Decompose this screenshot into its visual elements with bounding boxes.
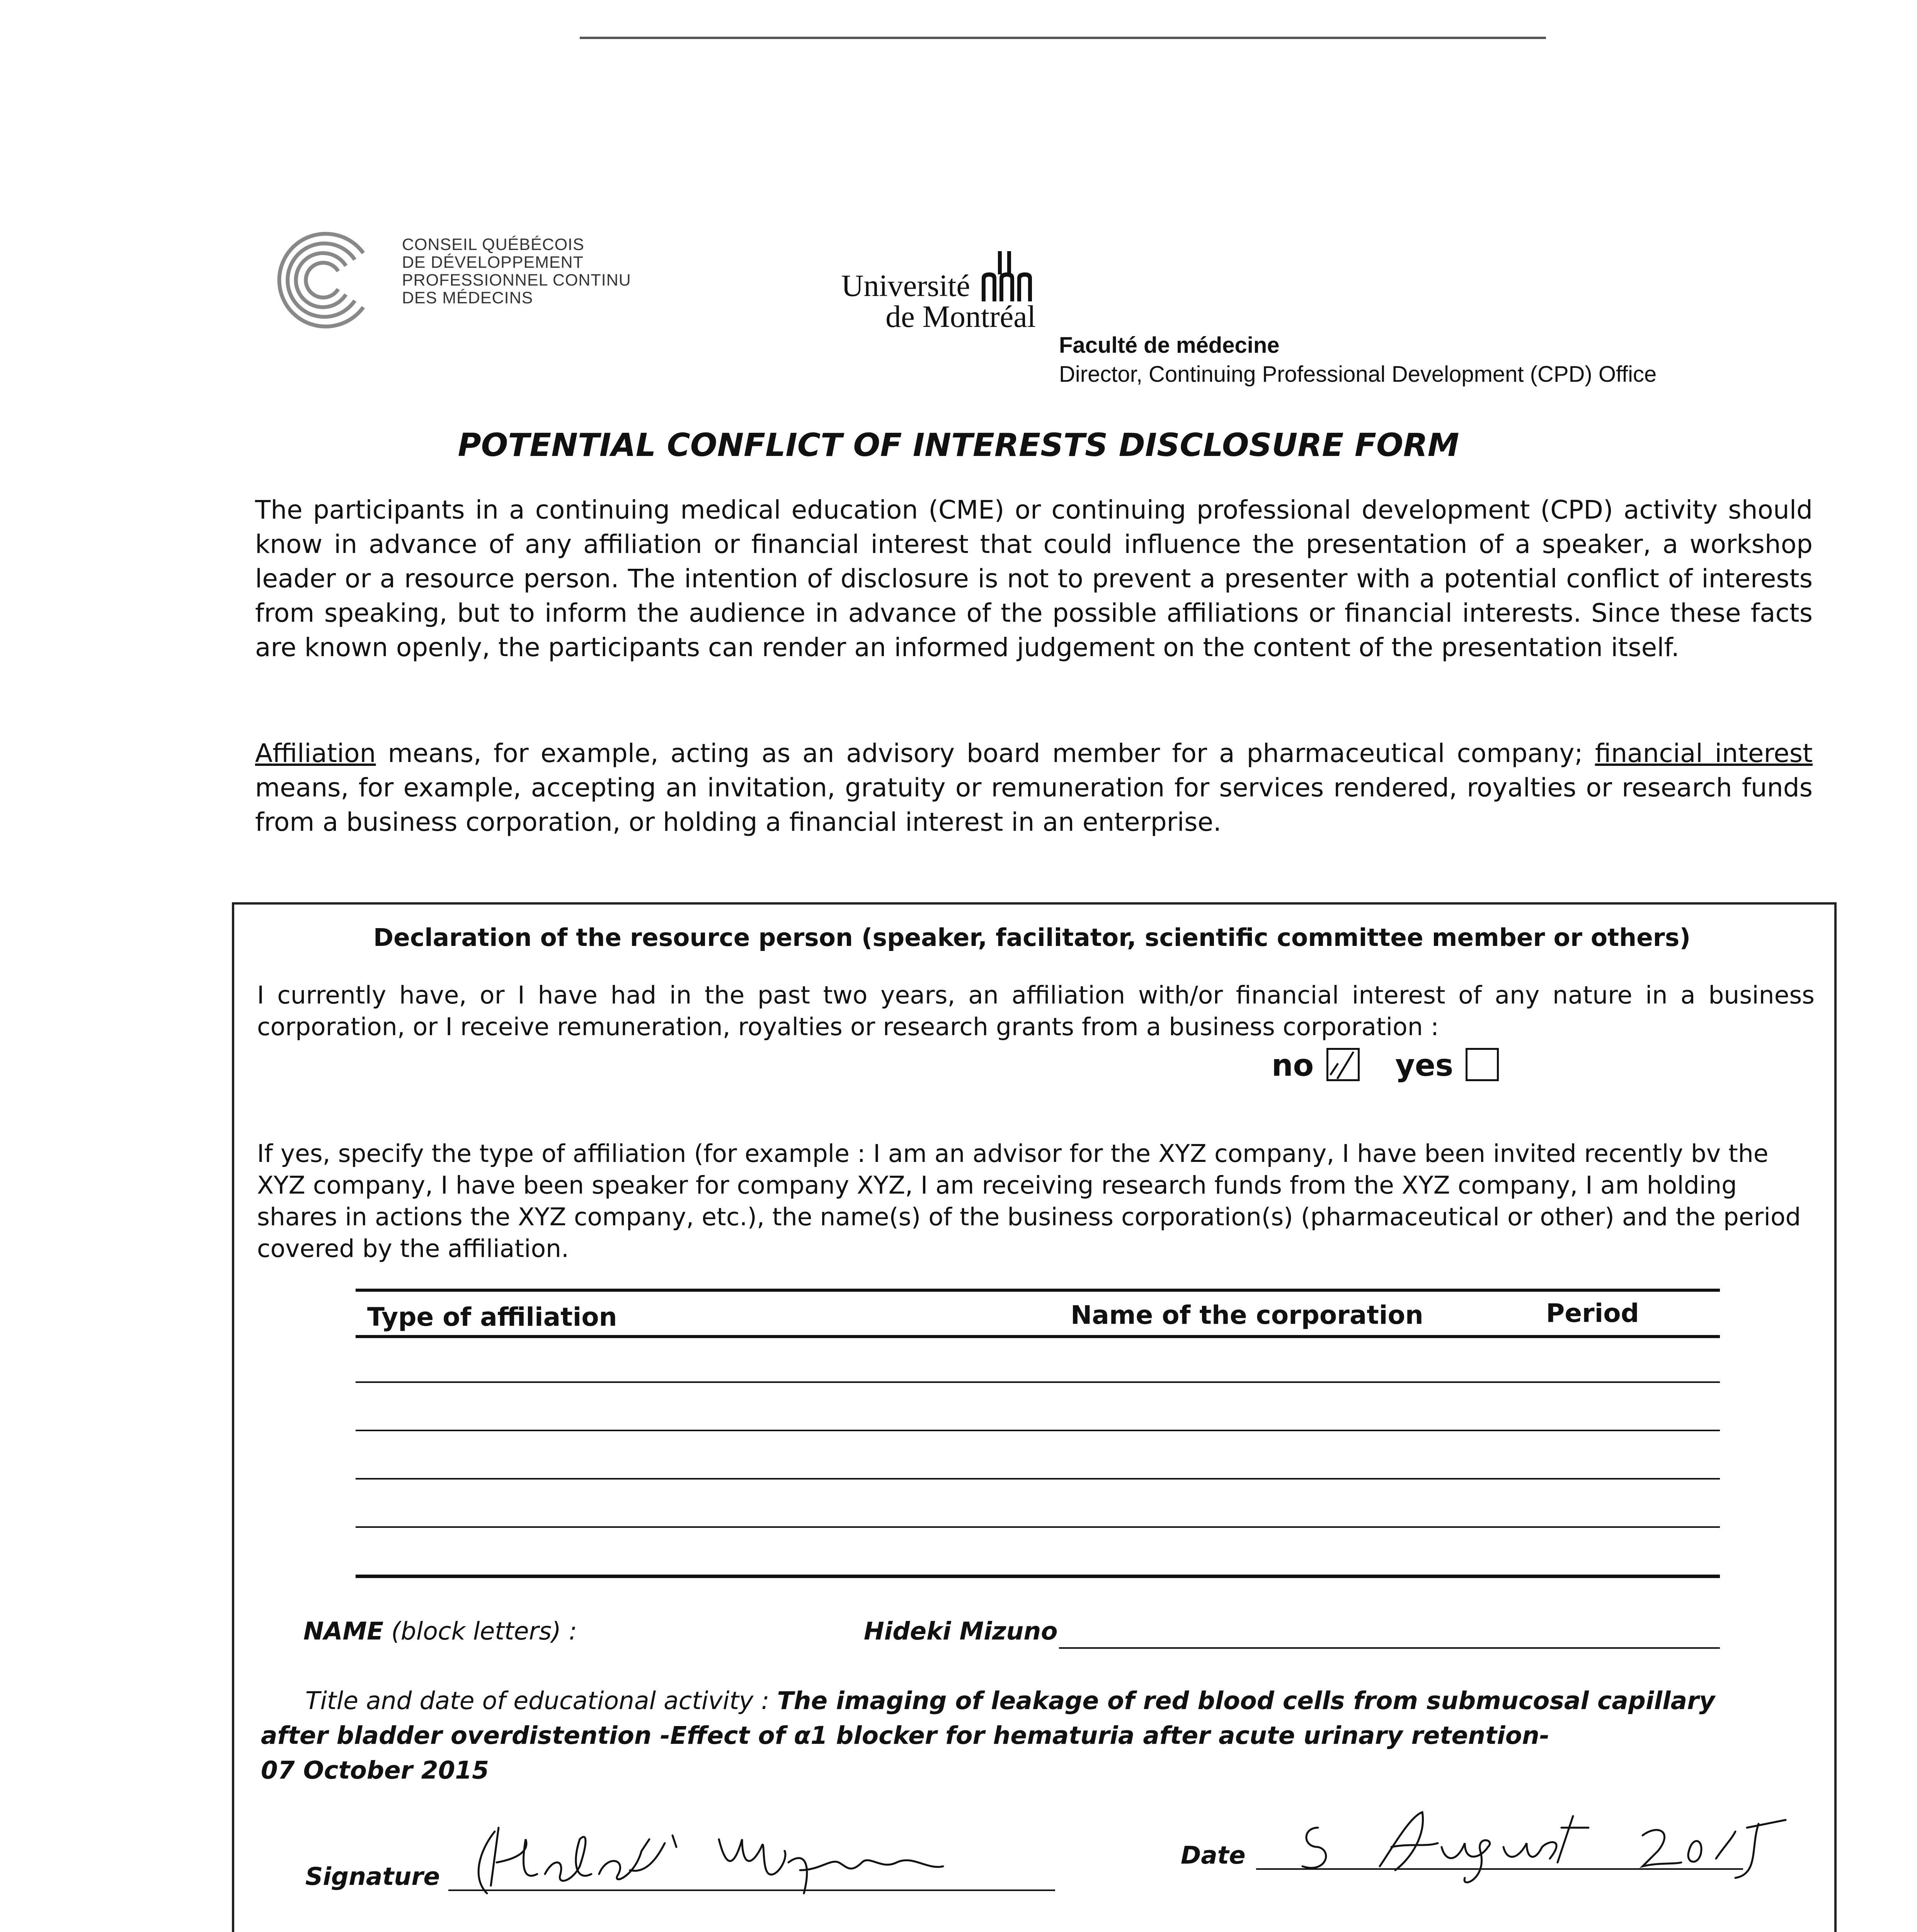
table-header-rule bbox=[356, 1335, 1720, 1338]
table-row-line[interactable] bbox=[356, 1381, 1720, 1383]
declaration-heading: Declaration of the resource person (speaker, facilitator, scientific committee member or others) bbox=[373, 923, 1691, 952]
date-label: Date bbox=[1181, 1841, 1246, 1869]
no-checkbox[interactable] bbox=[1326, 1048, 1360, 1081]
definitions-paragraph: Affiliation means, for example, acting as an advisory board member for a pharmaceutical company; financial interest means, for example, accepting an invitation, gratuity or remuneration for services rendered, royalties or research funds from a business corporation, or holding a financial interest in an enterprise. bbox=[255, 738, 1813, 837]
council-name: CONSEIL QUÉBÉCOIS DE DÉVELOPPEMENT PROFESSIONNEL CONTINU DES MÉDECINS bbox=[402, 235, 631, 307]
activity-date: 07 October 2015 bbox=[261, 1756, 489, 1784]
table-row-line[interactable] bbox=[356, 1526, 1720, 1528]
col-header-corporation: Name of the corporation bbox=[1071, 1300, 1423, 1330]
activity-title-line1: Title and date of educational activity : The imaging of leakage of red blood cells from submucosal capillary bbox=[305, 1687, 1715, 1715]
table-top-rule bbox=[356, 1289, 1720, 1292]
no-label: no bbox=[1272, 1048, 1314, 1083]
financial-interest-term: financial interest bbox=[1595, 738, 1813, 768]
col-header-period: Period bbox=[1546, 1298, 1639, 1328]
form-title: POTENTIAL CONFLICT OF INTERESTS DISCLOSURE FORM bbox=[458, 427, 1459, 464]
handwritten-signature[interactable] bbox=[464, 1816, 1024, 1901]
yes-checkbox[interactable] bbox=[1466, 1048, 1499, 1081]
checkmark-icon bbox=[1326, 1048, 1360, 1081]
faculty-name: Faculté de médecine bbox=[1059, 333, 1280, 358]
handwritten-date[interactable] bbox=[1295, 1801, 1797, 1889]
intro-paragraph: The participants in a continuing medical education (CME) or continuing professional development (CPD) activity should know in advance of any affiliation or financial interest that could influence the presentation of a speaker, a workshop leader or a resource person. The intention of disclosure is not to prevent a presenter with a potential conflict of interests from speaking, but to inform the audience in advance of the possible affiliations or financial interests. Since these facts are known openly, the participants can render an informed judgement on the content of the presentation itself. bbox=[255, 495, 1813, 662]
affiliation-term: Affiliation bbox=[255, 738, 376, 768]
table-row-line[interactable] bbox=[356, 1478, 1720, 1480]
table-row-line[interactable] bbox=[356, 1430, 1720, 1431]
office-name: Director, Continuing Professional Development (CPD) Office bbox=[1059, 362, 1657, 387]
name-value[interactable]: Hideki Mizuno bbox=[864, 1617, 1058, 1645]
name-label: NAME (block letters) : bbox=[303, 1617, 577, 1645]
council-logo-icon bbox=[267, 224, 379, 336]
col-header-type: Type of affiliation bbox=[367, 1302, 617, 1332]
scan-edge-line bbox=[580, 37, 1546, 39]
declaration-statement: I currently have, or I have had in the past two years, an affiliation with/or financial interest of any nature in a business corporation, or I receive remuneration, royalties or research grants from a business corporation : bbox=[257, 981, 1815, 1041]
yes-label: yes bbox=[1395, 1048, 1454, 1083]
if-yes-instructions: If yes, specify the type of affiliation (for example : I am an advisor for the XYZ company, I have been invited recently bv the XYZ company, I have been speaker for company XYZ, I am receiving research funds from the XYZ company, I am holding shares in actions the XYZ company, etc.), the name(s) of the business corporation(s) (pharmaceutical or other) and the period covered by the affiliation. bbox=[257, 1139, 1801, 1263]
university-logo-icon bbox=[974, 251, 1036, 301]
table-bottom-rule bbox=[356, 1575, 1720, 1578]
signature-label: Signature bbox=[305, 1862, 440, 1891]
activity-title-line2: after bladder overdistention -Effect of α1 blocker for hematuria after acute urinary retention- bbox=[261, 1721, 1550, 1750]
university-name: Université de Montréal bbox=[841, 269, 1036, 334]
name-underline bbox=[1059, 1647, 1720, 1649]
